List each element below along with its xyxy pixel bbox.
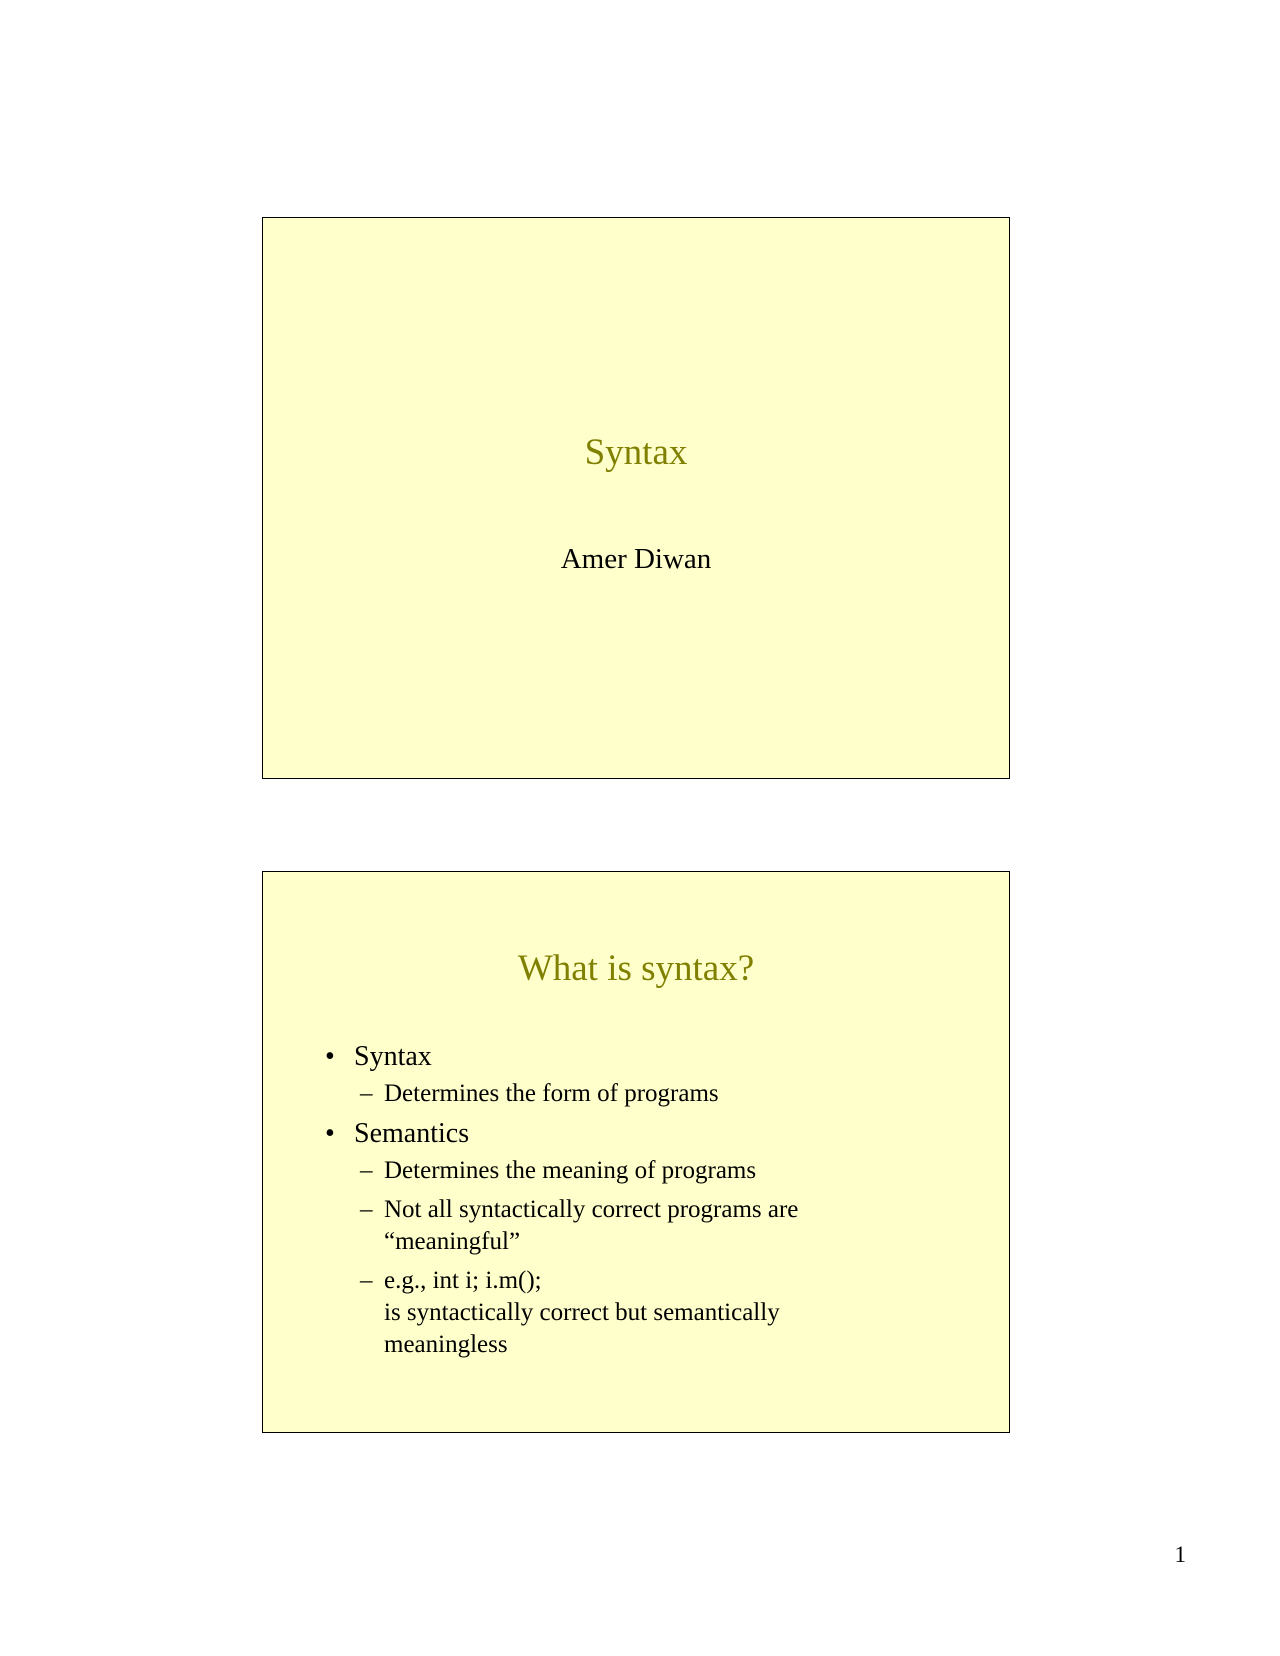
sub-item [325, 1155, 985, 1187]
slide-heading: What is syntax? [517, 948, 755, 989]
author-name: Amer Diwan [560, 543, 712, 575]
bullet-text: Syntax [354, 1041, 432, 1072]
dash-icon: – [360, 1267, 373, 1294]
bullet-syntax [325, 1040, 985, 1110]
bullet-dot-icon: • [325, 1118, 335, 1149]
dash-icon: – [360, 1196, 373, 1223]
bullet-list [325, 1040, 985, 1368]
sub-item [325, 1265, 985, 1361]
slide-what-is-syntax [262, 871, 1010, 1433]
slide-title [262, 217, 1010, 779]
sub-item [325, 1078, 985, 1110]
dash-icon: – [360, 1157, 373, 1184]
sub-list [354, 1078, 985, 1110]
sub-item [325, 1194, 985, 1258]
sub-item-text: Determines the form of programs [384, 1080, 719, 1107]
sub-item-text: e.g., int i; i.m(); is syntactically correct but semantically meaningless [384, 1267, 780, 1358]
bullet-semantics [325, 1117, 985, 1361]
sub-item-text: Determines the meaning of programs [384, 1157, 757, 1184]
dash-icon: – [360, 1080, 373, 1107]
bullet-text: Semantics [354, 1118, 470, 1149]
sub-item-text: Not all syntactically correct programs are “meaningful” [384, 1196, 799, 1255]
bullet-dot-icon: • [325, 1041, 335, 1072]
page-number: 1 [1174, 1542, 1186, 1567]
slide-title-heading: Syntax [584, 432, 688, 473]
sub-list [354, 1155, 985, 1361]
